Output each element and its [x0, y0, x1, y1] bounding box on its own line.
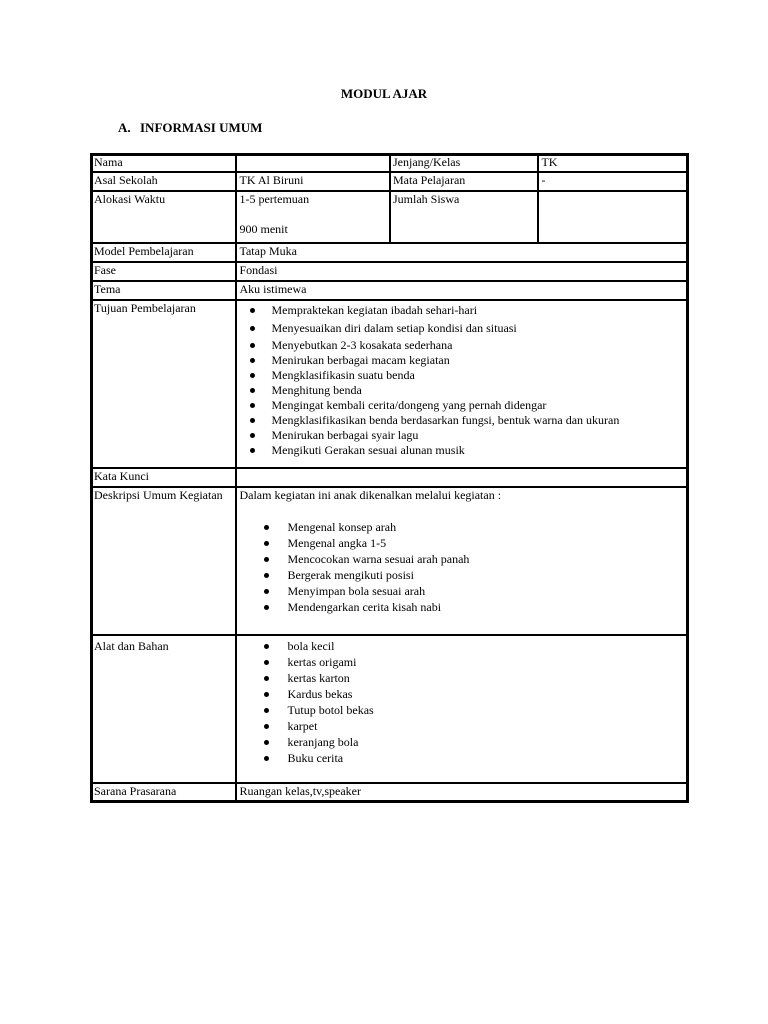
section-heading: [118, 120, 262, 136]
list-item: Menyimpan bola sesuai arah: [239, 584, 685, 599]
value-mata-pelajaran: -: [538, 172, 688, 191]
section-letter: A.: [118, 120, 131, 135]
list-item: bola kecil: [239, 639, 685, 654]
deskripsi-list: [239, 520, 685, 615]
alat-list: [239, 639, 685, 766]
list-item: Menghitung benda: [239, 383, 685, 398]
row-deskripsi-umum-kegiatan: [91, 487, 688, 635]
value-alat-dan-bahan: [236, 635, 688, 783]
label-jumlah-siswa: Jumlah Siswa: [390, 191, 538, 243]
value-deskripsi-umum-kegiatan: [236, 487, 688, 635]
value-jumlah-siswa: [538, 191, 688, 243]
tujuan-list: [239, 303, 685, 458]
section-label: INFORMASI UMUM: [140, 120, 263, 135]
label-deskripsi-umum-kegiatan: Deskripsi Umum Kegiatan: [91, 487, 236, 635]
list-item: Menirukan berbagai macam kegiatan: [239, 353, 685, 368]
value-tujuan-pembelajaran: [236, 300, 688, 468]
alokasi-pertemuan: 1-5 pertemuan: [239, 192, 310, 206]
list-item: Kardus bekas: [239, 687, 685, 702]
info-table: [90, 153, 689, 803]
label-alokasi-waktu: Alokasi Waktu: [91, 191, 236, 243]
value-nama: [236, 154, 390, 172]
list-item: Bergerak mengikuti posisi: [239, 568, 685, 583]
value-model-pembelajaran: Tatap Muka: [236, 243, 688, 262]
label-asal-sekolah: Asal Sekolah: [91, 172, 236, 191]
list-item: Mengklasifikasikan benda berdasarkan fungsi, bentuk warna dan ukuran: [239, 413, 685, 428]
list-item: Menyebutkan 2-3 kosakata sederhana: [239, 338, 685, 353]
label-fase: Fase: [91, 262, 236, 281]
list-item: kertas karton: [239, 671, 685, 686]
label-mata-pelajaran: Mata Pelajaran: [390, 172, 538, 191]
list-item: Menyesuaikan diri dalam setiap kondisi dan situasi: [239, 321, 685, 336]
list-item: karpet: [239, 719, 685, 734]
value-fase: Fondasi: [236, 262, 688, 281]
row-tujuan-pembelajaran: [91, 300, 688, 468]
list-item: Mengenal konsep arah: [239, 520, 685, 535]
document-title: MODUL AJAR: [340, 86, 428, 101]
list-item: Mendengarkan cerita kisah nabi: [239, 600, 685, 615]
label-nama: Nama: [91, 154, 236, 172]
label-sarana-prasarana: Sarana Prasarana: [91, 783, 236, 802]
value-sarana-prasarana: Ruangan kelas,tv,speaker: [236, 783, 688, 802]
deskripsi-intro: Dalam kegiatan ini anak dikenalkan melalui kegiatan :: [239, 488, 502, 502]
list-item: kertas origami: [239, 655, 685, 670]
list-item: Mengikuti Gerakan sesuai alunan musik: [239, 443, 685, 458]
list-item: Mencocokan warna sesuai arah panah: [239, 552, 685, 567]
label-model-pembelajaran: Model Pembelajaran: [91, 243, 236, 262]
row-asal-sekolah: [91, 172, 688, 191]
row-fase: [91, 262, 688, 281]
alokasi-menit: 900 menit: [239, 222, 288, 236]
label-jenjang-kelas: Jenjang/Kelas: [390, 154, 538, 172]
row-sarana-prasarana: [91, 783, 688, 802]
list-item: keranjang bola: [239, 735, 685, 750]
row-tema: [91, 281, 688, 300]
row-alokasi-waktu: [91, 191, 688, 243]
row-nama: [91, 154, 688, 172]
row-kata-kunci: [91, 468, 688, 487]
label-tema: Tema: [91, 281, 236, 300]
label-tujuan-pembelajaran: Tujuan Pembelajaran: [91, 300, 236, 468]
row-alat-dan-bahan: [91, 635, 688, 783]
list-item: Mengingat kembali cerita/dongeng yang pernah didengar: [239, 398, 685, 413]
list-item: Mengklasifikasin suatu benda: [239, 368, 685, 383]
value-alokasi-waktu: [236, 191, 390, 243]
value-asal-sekolah: TK Al Biruni: [236, 172, 390, 191]
value-kata-kunci: [236, 468, 688, 487]
value-tema: Aku istimewa: [236, 281, 688, 300]
row-model-pembelajaran: [91, 243, 688, 262]
value-jenjang-kelas: TK: [538, 154, 688, 172]
list-item: Mempraktekan kegiatan ibadah sehari-hari: [239, 303, 685, 318]
list-item: Tutup botol bekas: [239, 703, 685, 718]
label-alat-dan-bahan: Alat dan Bahan: [91, 635, 236, 783]
list-item: Mengenal angka 1-5: [239, 536, 685, 551]
list-item: Menirukan berbagai syair lagu: [239, 428, 685, 443]
list-item: Buku cerita: [239, 751, 685, 766]
label-kata-kunci: Kata Kunci: [91, 468, 236, 487]
